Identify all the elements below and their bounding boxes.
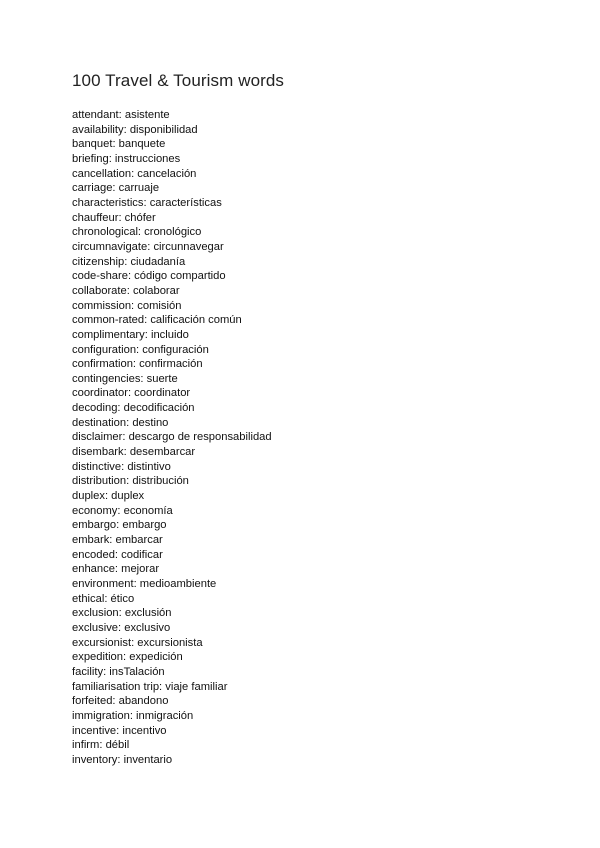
vocabulary-entry: carriage: carruaje — [72, 182, 160, 195]
vocabulary-entry: cancellation: cancelación — [72, 167, 197, 180]
vocabulary-entry: common-rated: calificación común — [72, 314, 242, 327]
vocabulary-entry: availability: disponibilidad — [72, 123, 198, 136]
vocabulary-entry: distinctive: distintivo — [72, 460, 171, 473]
vocabulary-entry: contingencies: suerte — [72, 372, 178, 385]
vocabulary-entry: confirmation: confirmación — [72, 358, 203, 371]
vocabulary-entry: familiarisation trip: viaje familiar — [72, 680, 228, 693]
vocabulary-entry: excursionist: excursionista — [72, 636, 203, 649]
vocabulary-entry: configuration: configuración — [72, 343, 209, 356]
vocabulary-entry: exclusion: exclusión — [72, 607, 172, 620]
vocabulary-entry: enhance: mejorar — [72, 563, 160, 576]
vocabulary-entry: incentive: incentivo — [72, 724, 167, 737]
vocabulary-entry: citizenship: ciudadanía — [72, 255, 186, 268]
page-title: 100 Travel & Tourism words — [72, 71, 285, 90]
vocabulary-entry: facility: insTalación — [72, 665, 165, 678]
vocabulary-entry: duplex: duplex — [72, 490, 145, 503]
vocabulary-list — [72, 108, 272, 768]
vocabulary-entry: distribution: distribución — [72, 475, 189, 488]
vocabulary-entry: encoded: codificar — [72, 548, 163, 561]
vocabulary-entry: embargo: embargo — [72, 519, 167, 532]
vocabulary-entry: exclusive: exclusivo — [72, 621, 171, 634]
vocabulary-entry: code-share: código compartido — [72, 270, 226, 283]
vocabulary-entry: characteristics: características — [72, 196, 222, 209]
vocabulary-entry: economy: economía — [72, 504, 173, 517]
vocabulary-entry: expedition: expedición — [72, 651, 183, 664]
vocabulary-entry: ethical: ético — [72, 592, 135, 605]
vocabulary-entry: chauffeur: chófer — [72, 211, 156, 224]
vocabulary-entry: inventory: inventario — [72, 753, 173, 766]
vocabulary-entry: destination: destino — [72, 416, 169, 429]
vocabulary-entry: chronological: cronológico — [72, 226, 202, 239]
vocabulary-entry: banquet: banquete — [72, 138, 166, 151]
vocabulary-entry: disclaimer: descargo de responsabilidad — [72, 431, 272, 444]
vocabulary-entry: collaborate: colaborar — [72, 284, 180, 297]
vocabulary-entry: immigration: inmigración — [72, 709, 194, 722]
vocabulary-entry: embark: embarcar — [72, 534, 163, 547]
vocabulary-entry: disembark: desembarcar — [72, 446, 196, 459]
vocabulary-entry: briefing: instrucciones — [72, 152, 181, 165]
vocabulary-entry: coordinator: coordinator — [72, 387, 191, 400]
vocabulary-entry: decoding: decodificación — [72, 402, 195, 415]
vocabulary-entry: forfeited: abandono — [72, 695, 169, 708]
vocabulary-entry: infirm: débil — [72, 739, 130, 752]
vocabulary-entry: complimentary: incluido — [72, 328, 189, 341]
vocabulary-entry: environment: medioambiente — [72, 578, 217, 590]
vocabulary-entry: commission: comisión — [72, 299, 182, 312]
vocabulary-entry: circumnavigate: circunnavegar — [72, 240, 224, 253]
vocabulary-entry: attendant: asistente — [72, 109, 170, 121]
